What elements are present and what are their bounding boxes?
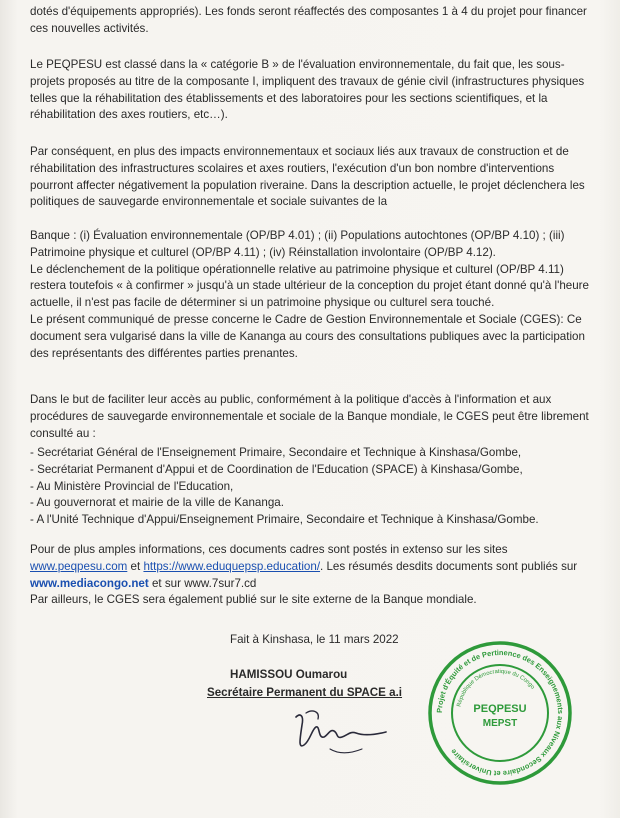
text-line: Dans le but de faciliter leur accès au public, conformément à la politique d'accès à l'information et aux	[30, 393, 552, 406]
text-fragment: et sur www.7sur7.cd	[148, 576, 257, 590]
text-line: actuelle, il n'est pas facile de déterminer si un patrimoine physique ou culturel sera touché.	[30, 296, 495, 310]
paragraph-category	[30, 57, 590, 124]
text-line: politiques de sauvegarde environnementale et sociale suivantes de la	[30, 195, 388, 209]
text-fragment: . Les résumés desdits documents sont publiés sur	[320, 559, 578, 573]
text-line: Pour de plus amples informations, ces documents cadres sont postés in extenso sur les sites	[30, 543, 508, 556]
paragraph-impacts	[30, 144, 590, 211]
text-line: des représentants des différentes parties prenantes.	[30, 346, 298, 360]
list-item: - Secrétariat Général de l'Enseignement Primaire, Secondaire et Technique à Kinshasa/Gombe,	[30, 446, 522, 459]
paragraph-policies	[30, 228, 590, 362]
link-mediacongo[interactable]: www.mediacongo.net	[30, 576, 149, 590]
text-line-links	[30, 576, 590, 593]
signatory-title: Secrétaire Permanent du SPACE a.i	[207, 686, 403, 699]
text-line: projets proposés au titre de la composante I, impliquent des travaux de génie civil (infrastructures physiques	[30, 74, 585, 88]
text-line: réhabilitation des axes routiers, etc…).	[30, 108, 228, 122]
list-item: - A l'Unité Technique d'Appui/Enseignement Primaire, Secondaire et Technique à Kinshasa/Gombe.	[30, 513, 539, 527]
paragraph-more-info	[30, 542, 590, 609]
text-line: Le PEQPESU est classé dans la « catégorie B » de l'évaluation environnementale, du fait que, les sous-	[30, 58, 565, 71]
handwritten-signature	[290, 705, 400, 765]
text-line: Par conséquent, en plus des impacts environnementaux et sociaux liés aux travaux de construction et de	[30, 145, 569, 158]
text-line: ces nouvelles activités.	[30, 21, 149, 35]
paragraph-access	[30, 392, 590, 442]
signatory-name: HAMISSOU Oumarou	[230, 668, 348, 681]
text-line: dotés d'équipements appropriés). Les fonds seront réaffectés des composantes 1 à 4 du projet pour financer	[30, 5, 587, 18]
text-line: Par ailleurs, le CGES sera également publié sur le site externe de la Banque mondiale.	[30, 593, 477, 607]
official-stamp	[425, 638, 575, 788]
text-line: pourront affecter négativement la population riveraine. Dans la description actuelle, le projet déclenchera les	[30, 178, 585, 192]
stamp-inner-text: République Démocratique du Congo	[456, 668, 536, 708]
list-item: - Au gouvernorat et mairie de la ville de Kananga.	[30, 496, 284, 510]
link-eduquepsp[interactable]: https://www.eduquepsp.education/	[143, 559, 321, 573]
stamp-ring-text: Projet d'Équité et de Pertinence des Enseignements aux Niveaux Secondaire et Universitaire	[434, 647, 566, 779]
text-line: Patrimoine physique et culturel (OP/BP 4.11) ; (iv) Réinstallation involontaire (OP/BP 4.12).	[30, 245, 496, 259]
text-line: Le présent communiqué de presse concerne le Cadre de Gestion Environnementale et Sociale (CGES): Ce	[30, 312, 582, 326]
locations-list	[30, 445, 590, 529]
text-line: telles que la réhabilitation des établissements et des laboratoires pour les sections scientifiques, et la	[30, 91, 548, 105]
text-line: document sera vulgarisé dans la ville de Kananga au cours des consultations publiques avec la participation	[30, 329, 585, 343]
text-line: procédures de sauvegarde environnementale et sociale de la Banque mondiale, le CGES peut être librement	[30, 409, 589, 423]
list-item: - Au Ministère Provincial de l'Education,	[30, 479, 234, 493]
text-line-links	[30, 559, 590, 576]
text-line: restera toutefois « à confirmer » jusqu'à un stade ultérieur de la conception du projet étant donné qu'à l'heure	[30, 279, 589, 293]
text-fragment: et	[127, 559, 144, 573]
list-item: - Secrétariat Permanent d'Appui et de Coordination de l'Education (SPACE) à Kinshasa/Gombe,	[30, 462, 523, 476]
text-line: Banque : (i) Évaluation environnementale (OP/BP 4.01) ; (ii) Populations autochtones (OP/BP 4.10) ; (iii)	[30, 229, 565, 242]
stamp-center-bottom: MEPST	[482, 718, 518, 729]
text-line: Le déclenchement de la politique opérationnelle relative au patrimoine physique et culturel (OP/BP 4.11)	[30, 262, 564, 276]
stamp-center-top: PEQPESU	[473, 703, 527, 715]
link-peqpesu[interactable]: www.peqpesu.com	[30, 559, 128, 573]
text-line: réhabilitation des infrastructures scolaires et axes routiers, l'exécution d'un bon nombre d'interventions	[30, 161, 555, 175]
text-line: consulté au :	[30, 426, 96, 440]
paragraph-funding	[30, 4, 590, 38]
document-date: Fait à Kinshasa, le 11 mars 2022	[230, 633, 399, 646]
